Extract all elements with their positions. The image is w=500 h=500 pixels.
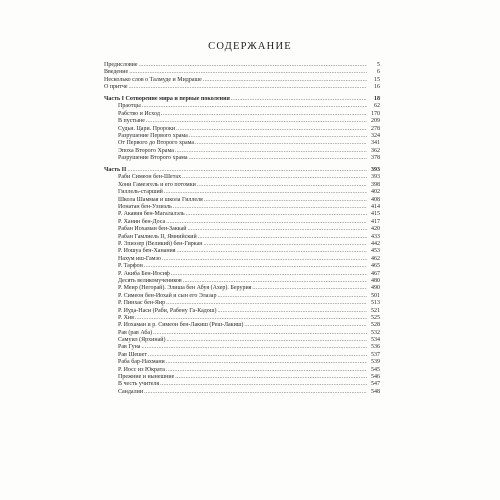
toc-page-number: 402: [371, 189, 380, 196]
toc-entry-title: Введение: [104, 69, 129, 76]
toc-entry: [104, 381, 380, 388]
toc-entry: [104, 155, 380, 162]
dot-leader: [203, 77, 367, 84]
toc-entry-title: Гиллель-старший: [118, 189, 163, 196]
toc-entry-title: Рабан Гамлиель II, Ямнийский: [118, 233, 197, 240]
toc-page-number: 362: [371, 147, 380, 154]
dot-leader: [142, 103, 367, 110]
dot-leader: [203, 241, 367, 248]
toc-entry-title: Р. Акиба Бен-Иосиф: [118, 270, 170, 277]
dot-leader: [217, 293, 367, 300]
toc-entry: [104, 330, 380, 337]
dot-leader: [160, 381, 367, 388]
toc-entry: [104, 133, 380, 140]
dot-leader: [171, 271, 367, 278]
toc-page-number: 467: [371, 270, 380, 277]
toc-entry-title: Разрушение Второго храма: [118, 155, 188, 162]
toc-page-number: 209: [371, 118, 380, 125]
toc-entry-title: Эпоха Второго Храма: [118, 147, 174, 154]
toc-page-number: 170: [371, 110, 380, 117]
page-title: СОДЕРЖАНИЕ: [208, 41, 292, 52]
toc-entry-title: Раби Симеон бен-Шетах: [118, 174, 182, 181]
toc-part-heading: [104, 96, 380, 103]
dot-leader: [153, 330, 367, 337]
toc-entry-title: Р. Симеон бен-Иохай и сын его Элазар: [118, 292, 217, 299]
dot-leader: [148, 352, 367, 359]
dot-leader: [195, 140, 367, 147]
toc-page-number: 18: [374, 96, 380, 103]
dot-leader: [252, 285, 367, 292]
dot-leader: [161, 111, 367, 118]
toc-entry: [104, 271, 380, 278]
toc-entry-title: Десять великомучеников: [118, 277, 182, 284]
toc-entry-title: Разрушение Первого храма: [118, 133, 188, 140]
toc-page-number: 547: [371, 381, 380, 388]
toc-page-number: 16: [374, 84, 380, 91]
toc-page-number: 398: [371, 181, 380, 188]
toc-page-number: 5: [377, 62, 380, 68]
toc-entry-title: Часть I Сотворение мира и первые поколения: [104, 96, 230, 103]
dot-leader: [144, 263, 367, 270]
toc-entry: [104, 189, 380, 196]
toc-entry: [104, 263, 380, 270]
toc-entry-title: Хони Гамеэгель и его потомки: [118, 181, 196, 188]
toc-page-number: 420: [371, 226, 380, 233]
toc-entry: [104, 211, 380, 218]
toc-page-number: 15: [374, 76, 380, 83]
toc-page-number: 62: [374, 103, 380, 110]
toc-entry-title: Р. Иохаман и р. Симеон бен-Лакиш (Реш-Лакиш): [118, 322, 244, 329]
toc-page-number: 548: [371, 388, 380, 395]
dot-leader: [162, 256, 367, 263]
toc-entry: [104, 77, 380, 84]
toc-page-number: 408: [371, 196, 380, 203]
dot-leader: [175, 148, 367, 155]
toc-entry-title: От Первого до Второго храма: [118, 140, 195, 147]
toc-entry-title: Р. Акавия бен-Магалалэль: [118, 211, 185, 218]
dot-leader: [217, 308, 367, 315]
toc-entry: [104, 308, 380, 315]
toc-entry-title: Р. Ханин бен-Доса: [118, 218, 166, 225]
toc-entry-title: Часть II: [104, 167, 127, 174]
toc-entry: [104, 285, 380, 292]
dot-leader: [189, 155, 367, 162]
toc-entry-title: Р. Меир (Негорай). Элиша бен Абуя (Ахер). Берурия: [118, 285, 252, 292]
dot-leader: [166, 300, 367, 307]
dot-leader: [182, 174, 367, 181]
dot-leader: [129, 69, 367, 76]
dot-leader: [176, 126, 367, 133]
dot-leader: [129, 84, 367, 91]
toc-page-number: 480: [371, 277, 380, 284]
toc-entry: [104, 367, 380, 374]
toc-page-number: 528: [371, 322, 380, 329]
dot-leader: [166, 359, 367, 366]
toc-page-number: 417: [371, 218, 380, 225]
toc-entry: [104, 148, 380, 155]
dot-leader: [204, 197, 367, 204]
toc-entry: [104, 359, 380, 366]
toc-entry-title: Рав Шешет: [118, 351, 147, 358]
toc-page-number: 462: [371, 255, 380, 262]
dot-leader: [144, 389, 367, 396]
toc-entry-title: Судьи. Цари. Пророки: [118, 125, 176, 132]
toc-page-number: 278: [371, 125, 380, 132]
toc-page-number: 536: [371, 344, 380, 351]
toc-entry: [104, 322, 380, 329]
dot-leader: [189, 133, 367, 140]
toc-page-number: 521: [371, 307, 380, 314]
toc-page-number: 324: [371, 133, 380, 140]
toc-entry-title: Самуил (Ярхинай): [118, 337, 166, 344]
toc-entry-title: Нахум иш-Гамзо: [118, 255, 161, 262]
toc-page-number: 501: [371, 292, 380, 299]
dot-leader: [166, 367, 367, 374]
dot-leader: [244, 322, 367, 329]
dot-leader: [139, 62, 367, 69]
toc-entry-title: Р. Иосс из Юкрата: [118, 366, 165, 373]
toc-page-number: 534: [371, 337, 380, 344]
toc-entry-title: Р. Элиэзер (Великий) бен-Гиркан: [118, 240, 203, 247]
toc-entry-title: Рабан Иохаман бен-Заккай: [118, 226, 187, 233]
toc-entry: [104, 174, 380, 181]
toc-entry: [104, 248, 380, 255]
toc-entry-title: Сандалии: [118, 388, 144, 395]
dot-leader: [187, 226, 367, 233]
dot-leader: [231, 96, 367, 103]
toc-entry-title: Рав Гуна: [118, 344, 141, 351]
dot-leader: [197, 182, 367, 189]
table-of-contents: [104, 62, 380, 396]
toc-page-number: 513: [371, 300, 380, 307]
toc-entry-title: Предисловие: [104, 62, 138, 68]
dot-leader: [166, 219, 367, 226]
toc-page-number: 341: [371, 140, 380, 147]
toc-page-number: 378: [371, 155, 380, 162]
toc-entry-title: Школа Шаммая и школа Гиллеля: [118, 196, 203, 203]
toc-entry: [104, 197, 380, 204]
toc-page-number: 393: [371, 174, 380, 181]
toc-entry-title: В пустыне: [118, 118, 145, 125]
toc-entry-title: Раба бар-Нахмани: [118, 359, 165, 366]
toc-page-number: 442: [371, 240, 380, 247]
toc-entry: [104, 126, 380, 133]
toc-entry-title: Р. Иуда-Наси (Раби, Рабену Га-Кадош): [118, 307, 217, 314]
dot-leader: [186, 211, 367, 218]
toc-page-number: 525: [371, 314, 380, 321]
dot-leader: [177, 248, 367, 255]
dot-leader: [141, 344, 367, 351]
toc-entry: [104, 140, 380, 147]
toc-page-number: 433: [371, 233, 380, 240]
toc-entry: [104, 118, 380, 125]
toc-entry-title: Праотцы: [118, 103, 141, 110]
toc-page-number: 545: [371, 366, 380, 373]
toc-entry: [104, 62, 380, 69]
toc-entry-title: О притче: [104, 84, 128, 91]
dot-leader: [175, 374, 367, 381]
dot-leader: [166, 337, 367, 344]
dot-leader: [146, 118, 367, 125]
toc-entry: [104, 226, 380, 233]
toc-entry-title: Несколько слов о Талмуде и Мидраше: [104, 76, 202, 83]
toc-entry-title: В честь учителя: [118, 381, 160, 388]
toc-entry: [104, 300, 380, 307]
toc-page-number: 6: [377, 69, 380, 76]
toc-entry: [104, 69, 380, 76]
toc-entry-title: Р. Хия: [118, 314, 134, 321]
toc-entry-title: Ионатан бен-Уззиэль: [118, 204, 172, 211]
toc-entry: [104, 293, 380, 300]
toc-page-number: 414: [371, 204, 380, 211]
toc-entry: [104, 389, 380, 396]
toc-page-number: 415: [371, 211, 380, 218]
toc-entry: [104, 234, 380, 241]
toc-entry: [104, 344, 380, 351]
toc-page-number: 539: [371, 359, 380, 366]
dot-leader: [173, 204, 367, 211]
toc-entry-title: Р. Тарфон: [118, 263, 143, 270]
toc-page-number: 537: [371, 351, 380, 358]
dot-leader: [164, 189, 367, 196]
toc-page-number: 546: [371, 374, 380, 381]
toc-entry: [104, 337, 380, 344]
toc-entry: [104, 84, 380, 91]
toc-entry-title: Р. Иошуа бен-Ханания: [118, 248, 176, 255]
toc-entry-title: Р. Пинхас бен-Яир: [118, 300, 166, 307]
toc-entry-title: Рав (рав Аба): [118, 329, 153, 336]
toc-entry: [104, 103, 380, 110]
toc-entry: [104, 111, 380, 118]
toc-page-number: 453: [371, 248, 380, 255]
toc-page-number: 393: [371, 167, 380, 174]
dot-leader: [198, 234, 367, 241]
toc-entry: [104, 374, 380, 381]
toc-page-number: 532: [371, 329, 380, 336]
toc-page-number: 465: [371, 263, 380, 270]
toc-entry-title: Прежние и нынешние: [118, 374, 175, 381]
toc-entry-title: Рабство и Исход: [118, 110, 160, 117]
toc-entry: [104, 256, 380, 263]
toc-page-number: 490: [371, 285, 380, 292]
